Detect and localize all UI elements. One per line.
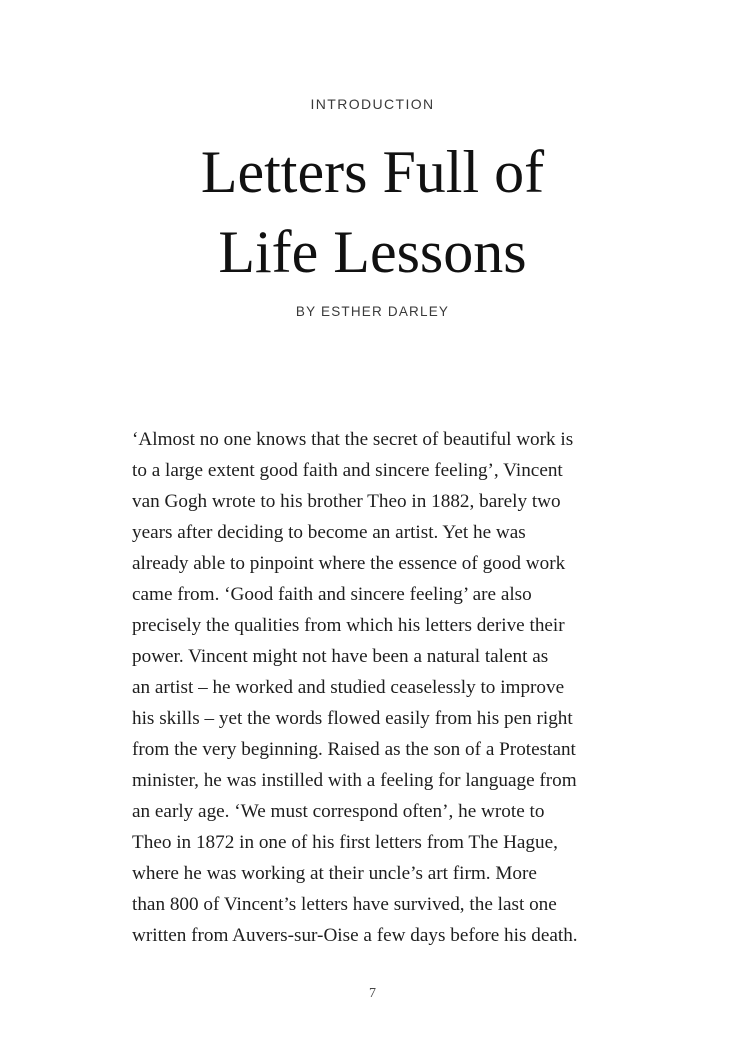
section-label: INTRODUCTION — [310, 96, 435, 112]
body-line: where he was working at their uncle’s art firm. More — [132, 863, 537, 884]
title-line-1: Letters Full of — [200, 139, 545, 205]
body-line: an early age. ‘We must correspond often’, he wrote to — [132, 801, 545, 822]
body-line: minister, he was instilled with a feeling for language from — [132, 770, 577, 791]
body-line: his skills – yet the words flowed easily from his pen right — [132, 708, 573, 729]
body-line: already able to pinpoint where the essence of good work — [132, 553, 566, 574]
body-paragraph — [132, 424, 652, 951]
title-line-2: Life Lessons — [218, 219, 527, 285]
body-line: to a large extent good faith and sincere feeling’, Vincent — [132, 460, 563, 481]
body-line: ‘Almost no one knows that the secret of beautiful work is — [132, 429, 574, 450]
body-line: from the very beginning. Raised as the son of a Protestant — [132, 739, 576, 760]
body-line: written from Auvers-sur-Oise a few days before his death. — [132, 925, 578, 946]
body-line: precisely the qualities from which his letters derive their — [132, 615, 565, 636]
page-title — [0, 132, 745, 292]
body-line: an artist – he worked and studied ceaselessly to improve — [132, 677, 565, 698]
body-line: power. Vincent might not have been a natural talent as — [132, 646, 549, 667]
author-byline: BY ESTHER DARLEY — [295, 304, 450, 319]
body-line: van Gogh wrote to his brother Theo in 1882, barely two — [132, 491, 561, 512]
body-line: Theo in 1872 in one of his first letters from The Hague, — [132, 832, 558, 853]
body-line: came from. ‘Good faith and sincere feeling’ are also — [132, 584, 532, 605]
page-number: 7 — [369, 986, 376, 1001]
body-line: years after deciding to become an artist. Yet he was — [132, 522, 526, 543]
body-line: than 800 of Vincent’s letters have survived, the last one — [132, 894, 557, 915]
